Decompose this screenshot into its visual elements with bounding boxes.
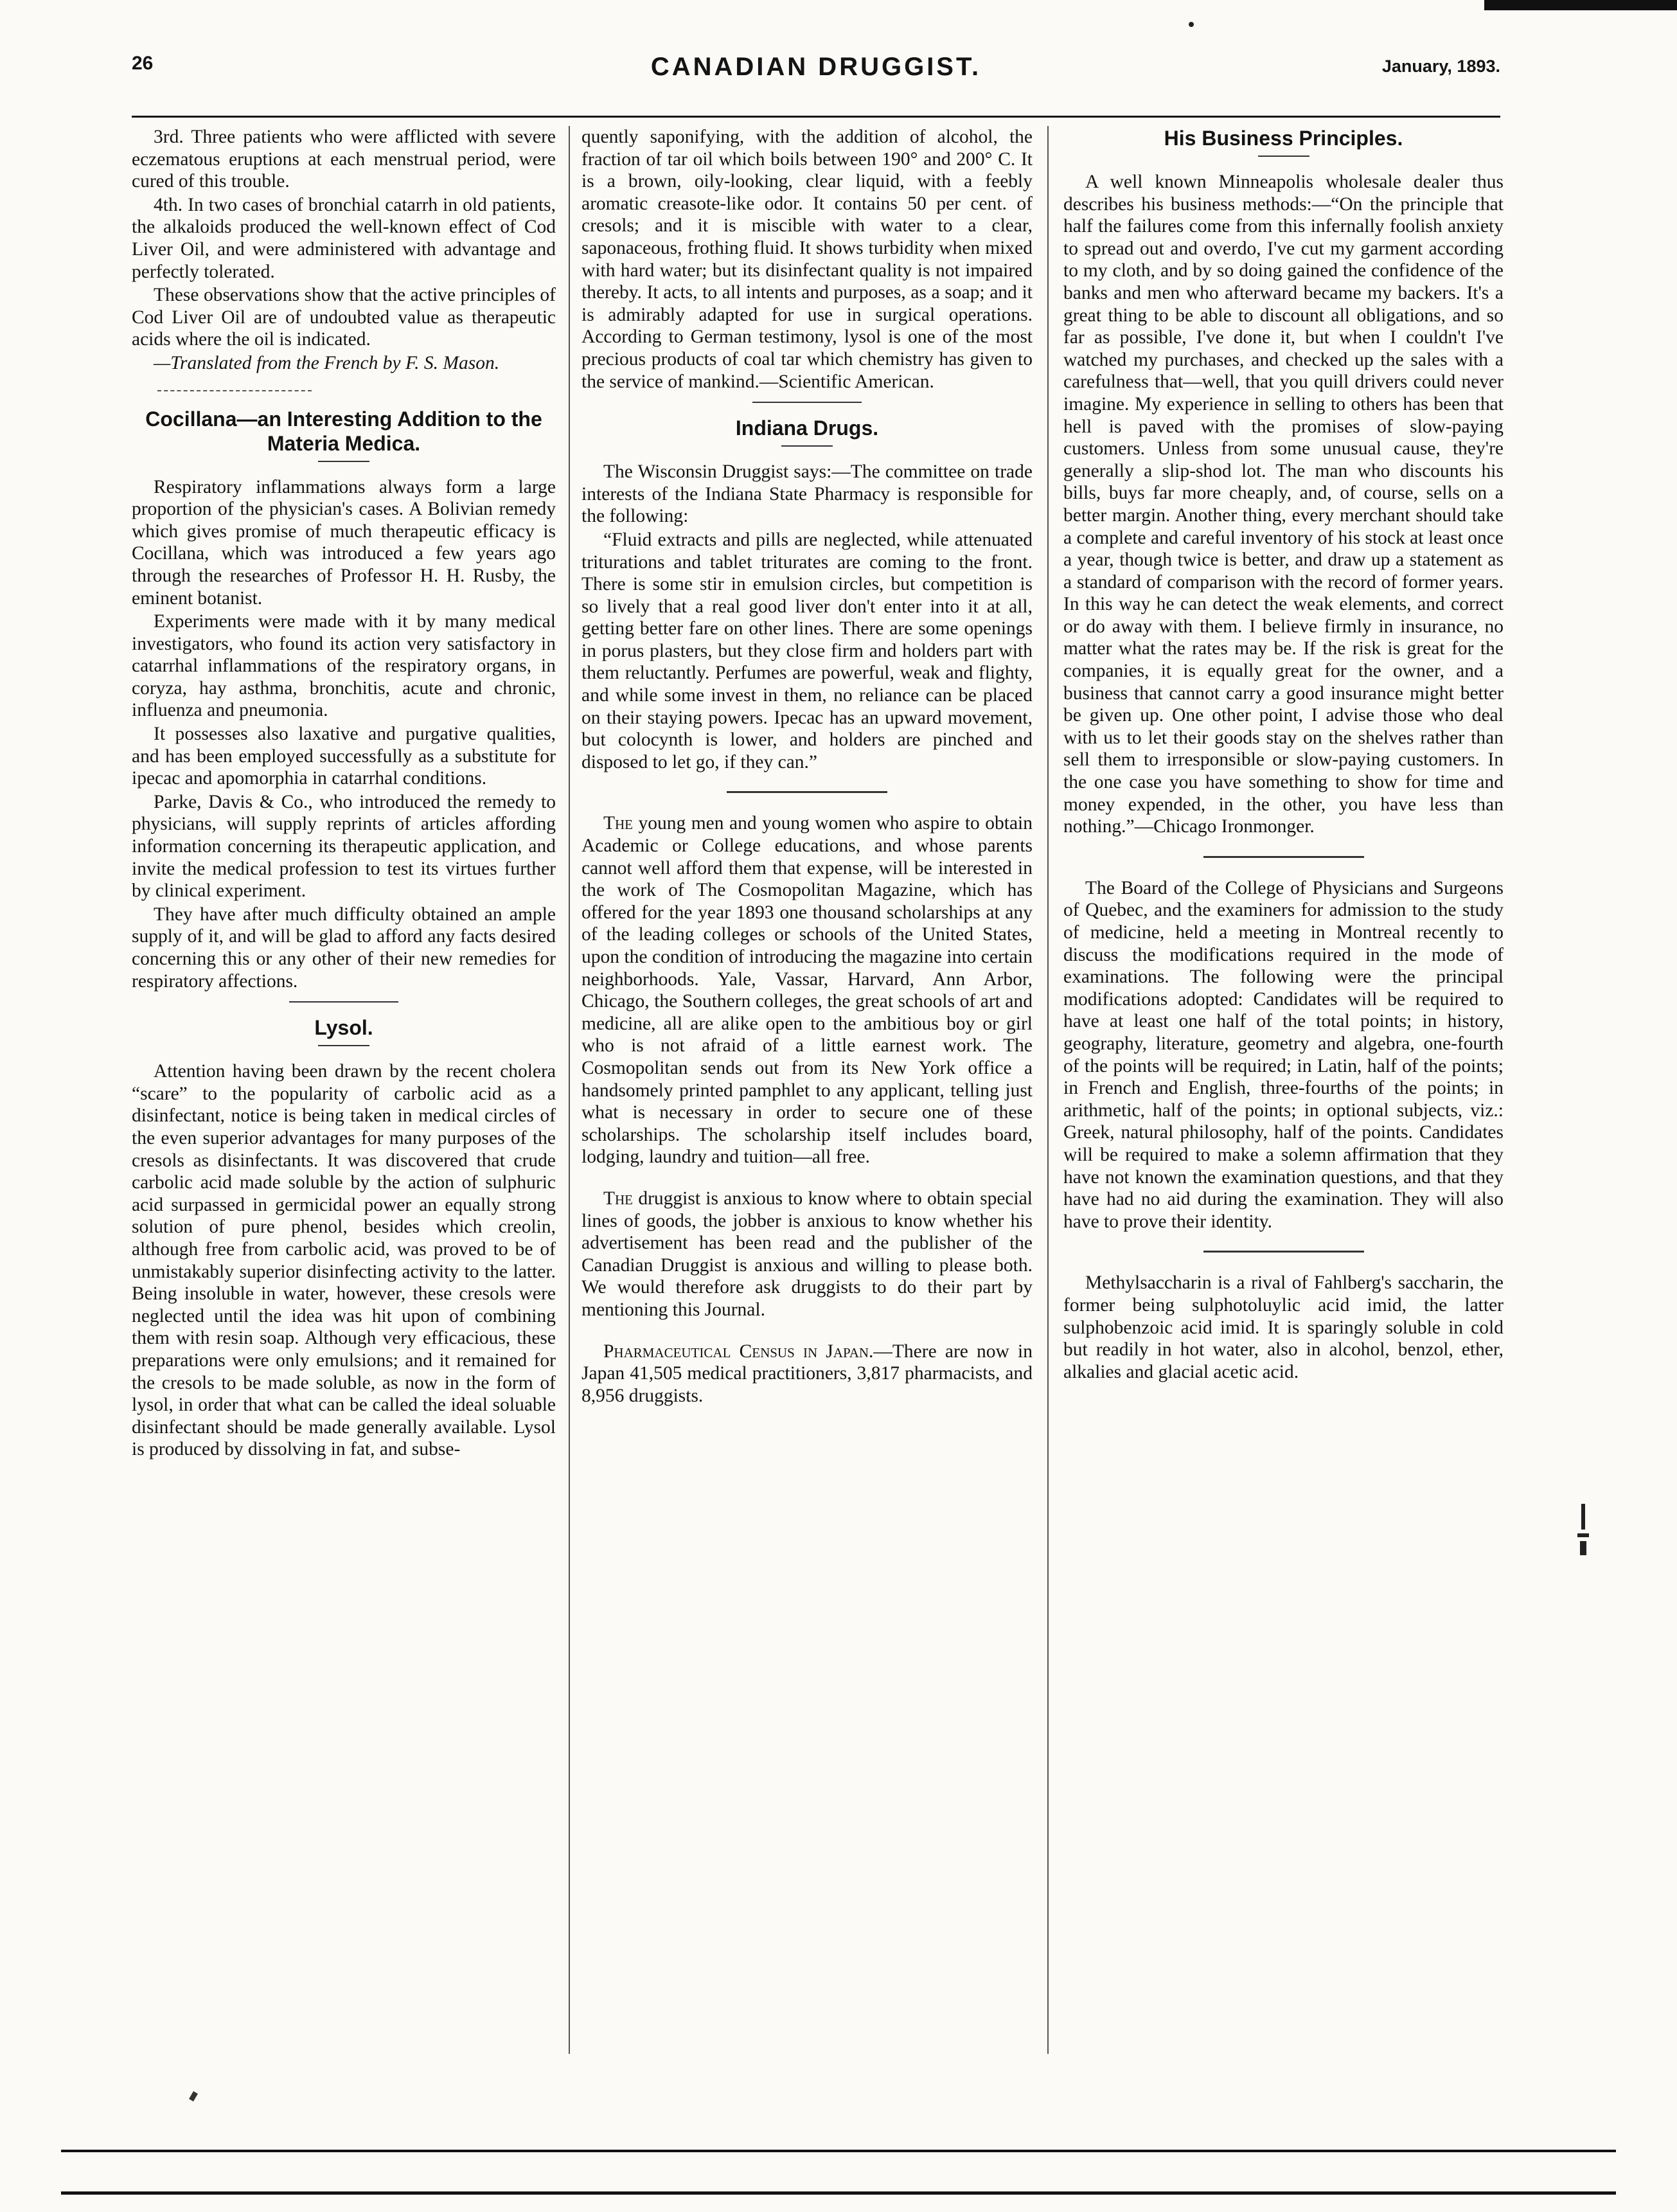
paragraph: [581, 812, 1033, 1168]
heading-rule: [318, 1045, 369, 1046]
paragraph-body: druggist is anxious to know where to obtain special lines of goods, the jobber is anxious to know whether his advertisement has been read and the publisher of the Canadian Druggist is anxious and willing to please both. We would therefore ask druggists to do their part by mentioning this Journal.: [581, 1188, 1033, 1320]
footer-rule: [61, 2150, 1616, 2152]
paragraph: “Fluid extracts and pills are neglected, while attenuated triturations and tablet triturates are coming to the front. There is some stir in emulsion circles, but competition is so lively that a real good liver don't enter into it at all, getting better fare on other lines. There are some openings in porus plasters, but they close firm and holders part with them reluctantly. Perfumes are powerful, weak and flighty, and while some invest in them, no reliance can be placed on their staying powers. Ipecac has an upward movement, but colocynth is lower, and holders are pinched and disposed to let go, if they can.”: [581, 529, 1033, 772]
lead-word: The: [603, 813, 634, 834]
scan-speck: [1189, 22, 1194, 27]
paragraph: Experiments were made with it by many medical investigators, who found its action very satisfactory in catarrhal inflammations of the respiratory organs, in coryza, hay asthma, bronchitis, acute and chronic, influenza and pneumonia.: [132, 611, 556, 721]
paragraph: [581, 1188, 1033, 1321]
page-header: [132, 53, 1500, 91]
section-divider: [727, 791, 887, 793]
paragraph: 4th. In two cases of bronchial catarrh in old patients, the alkaloids produced the well-known effect of Cod Liver Oil, and were administered with advantage and perfectly tolerated.: [132, 194, 556, 282]
paragraph: Attention having been drawn by the recent cholera “scare” to the popularity of carbolic acid as a disinfectant, notice is being taken in medical circles of the even superior advantages for many purposes of the cresols as disinfectants. It was discovered that crude carbolic acid made soluble by the action of sulphuric acid surpassed in germicidal power an equally strong solution of pure phenol, besides which creolin, although free from carbolic acid, was proved to be of unmistakably superior disinfecting activity to the latter. Being insoluble in water, however, these cresols were neglected until the idea was hit upon of combining them with resin soap. Although very efficacious, these preparations were only emulsions; and it remained for the cresols to be made soluble, as now in the form of lysol, in order that what can be called the ideal soluable disinfectant should be made generally available. Lysol is produced by dissolving in fat, and subse-: [132, 1061, 556, 1460]
paragraph: 3rd. Three patients who were afflicted with severe eczematous eruptions at each menstrual period, were cured of this trouble.: [132, 127, 556, 192]
stray-mark: [189, 2091, 198, 2101]
paragraph: The Board of the College of Physicians and Surgeons of Quebec, and the examiners for admission to the study of medicine, held a meeting in Montreal recently to discuss the modifications required in the mode of examinations. The following were the principal modifications adopted: Candidates will be required to have at least one half of the total points; in history, geography, literature, geometry and algebra, one-fourth of the points will be required; in Latin, half of the points; in French and English, three-fourths of the points; in arithmetic, half of the points; in optional subjects, viz.: Greek, natural philosophy, half of the points. Candidates will be required to make a solemn affirmation that they have not known the examination questions, and that they have had no aid during the examination. They will also have to prove their identity.: [1063, 877, 1504, 1232]
article-heading-indiana: Indiana Drugs.: [735, 416, 879, 440]
paragraph: These observations show that the active principles of Cod Liver Oil are of undoubted value as therapeutic acids where the oil is indicated.: [132, 285, 556, 350]
paragraph: The Wisconsin Druggist says:—The committee on trade interests of the Indiana State Pharmacy is responsible for the following:: [581, 461, 1033, 527]
article-heading-business: His Business Principles.: [1164, 127, 1403, 150]
article-heading-lysol: Lysol.: [314, 1016, 373, 1040]
margin-ink-mark: [1576, 1504, 1590, 1562]
column-divider: [1047, 126, 1049, 2054]
scan-edge-bar: [1484, 0, 1677, 10]
page-number: 26: [132, 53, 154, 74]
column-3: [1063, 126, 1504, 1384]
article-heading-cocillana: Cocillana—an Interesting Addition to the Materia Medica.: [145, 407, 542, 455]
paragraph: Methylsaccharin is a rival of Fahlberg's saccharin, the former being sulphotoluylic acid imid, the latter sulphobenzoic acid imid. It is sparingly soluble in cold but readily in hot water, also in alcohol, benzol, ether, alkalies and glacial acetic acid.: [1063, 1272, 1504, 1382]
heading-rule: [318, 461, 369, 462]
paragraph: A well known Minneapolis wholesale dealer thus describes his business methods:—“On the principle that half the failures come from this infernally foolish anxiety to spread out and overdo, I've cut my garment according to my cloth, and by so doing gained the confidence of the banks and men who afterward became my backers. It's a great thing to be able to discount all obligations, and so far as possible, I've done it, but when I couldn't I've watched my purchases, and checked up the sales with a carefulness that—well, that you quill drivers could never imagine. My experience in selling to others has been that hell is paved with the promises of slow-paying customers. Unless from some unusual cause, they're generally a slip-shod lot. The man who discounts his bills, buys far more cheaply, and, of course, sells on a better margin. Another thing, every merchant should take a complete and careful inventory of his stock at least once a year, though twice is better, and draw up a statement as a standard of comparison with the record of former years. In this way he can detect the weak elements, and correct or do away with them. I believe firmly in insurance, no matter what the rates may be. If the risk is great for the companies, it is equally great for the owner, and a business that cannot carry a good insurance might better be given up. One other point, I advise those who deal with us to let their goods stay on the shelves rather than sell them to irresponsible or slow-paying customers. In the one case you have something to show for time and money expended, in the other, you have less than nothing.”—Chicago Ironmonger.: [1063, 172, 1504, 837]
journal-title: CANADIAN DRUGGIST.: [650, 53, 982, 81]
paragraph: quently saponifying, with the addition of alcohol, the fraction of tar oil which boils between 190° and 200° C. It is a brown, oily-looking, clear liquid, with a feebly aromatic creasote-like odor. It contains 50 per cent. of cresols; and it is miscible with water to a clear, saponaceous, frothing fluid. It shows turbidity when mixed with hard water; but its disinfectant quality is not impaired thereby. It acts, to all intents and purposes, as a soap; and it is admirably adapted for use in surgical operations. According to German testimony, lysol is one of the most precious products of coal tar which chemistry has given to the service of mankind.—Scientific American.: [581, 127, 1033, 392]
paragraph-body: —There are now in Japan 41,505 medical practitioners, 3,817 pharmacists, and 8,956 druggists.: [581, 1341, 1033, 1406]
section-divider: [1203, 856, 1364, 858]
paragraph-body: young men and young women who aspire to obtain Academic or College educations, and whose parents cannot well afford them that expense, will be interested in the work of The Cosmopolitan Magazine, which has offered for the year 1893 one thousand scholarships at any of the leading colleges or schools of the United States, upon the condition of introducing the magazine into certain neighborhoods. Yale, Vassar, Harvard, Ann Arbor, Chicago, the Southern colleges, the great schools of art and medicine, all are alike open to the ambitious boy or girl who is not afraid of a little earnest work. The Cosmopolitan sends out from its New York office a handsomely printed pamphlet to any applicant, telling just what is necessary in order to secure one of these scholarships. The scholarship itself includes board, lodging, laundry and tuition—all free.: [581, 813, 1033, 1168]
lead-word: Pharmaceutical Census in Japan.: [603, 1341, 874, 1362]
lead-word: The: [603, 1188, 634, 1209]
heading-rule: [1258, 156, 1309, 157]
footer-rule: [61, 2191, 1616, 2195]
section-divider: [289, 1001, 398, 1003]
translation-credit: —Translated from the French by F. S. Mason.: [154, 352, 500, 373]
column-2: [581, 126, 1033, 1408]
heading-rule: [781, 445, 833, 447]
section-divider: [157, 390, 312, 391]
section-divider: [1203, 1251, 1364, 1253]
section-divider: [752, 402, 862, 403]
paragraph: [581, 1341, 1033, 1407]
paragraph: Parke, Davis & Co., who introduced the remedy to physicians, will supply reprints of articles affording information concerning its therapeutic application, and invite the medical profession to test its virtues further by clinical experiment.: [132, 791, 556, 902]
column-divider: [569, 126, 570, 2054]
paragraph: It possesses also laxative and purgative qualities, and has been employed successfully as a substitute for ipecac and apomorphia in catarrhal conditions.: [132, 724, 556, 789]
column-1: [132, 126, 556, 1462]
header-rule: [132, 116, 1500, 118]
paragraph: They have after much difficulty obtained an ample supply of it, and will be glad to afford any facts desired concerning this or any other of their new remedies for respiratory affections.: [132, 904, 556, 992]
paragraph: Respiratory inflammations always form a large proportion of the physician's cases. A Bolivian remedy which gives promise of much therapeutic efficacy is Cocillana, which was introduced a few years ago through the researches of Professor H. H. Rusby, the eminent botanist.: [132, 476, 556, 609]
issue-date: January, 1893.: [1381, 57, 1500, 76]
